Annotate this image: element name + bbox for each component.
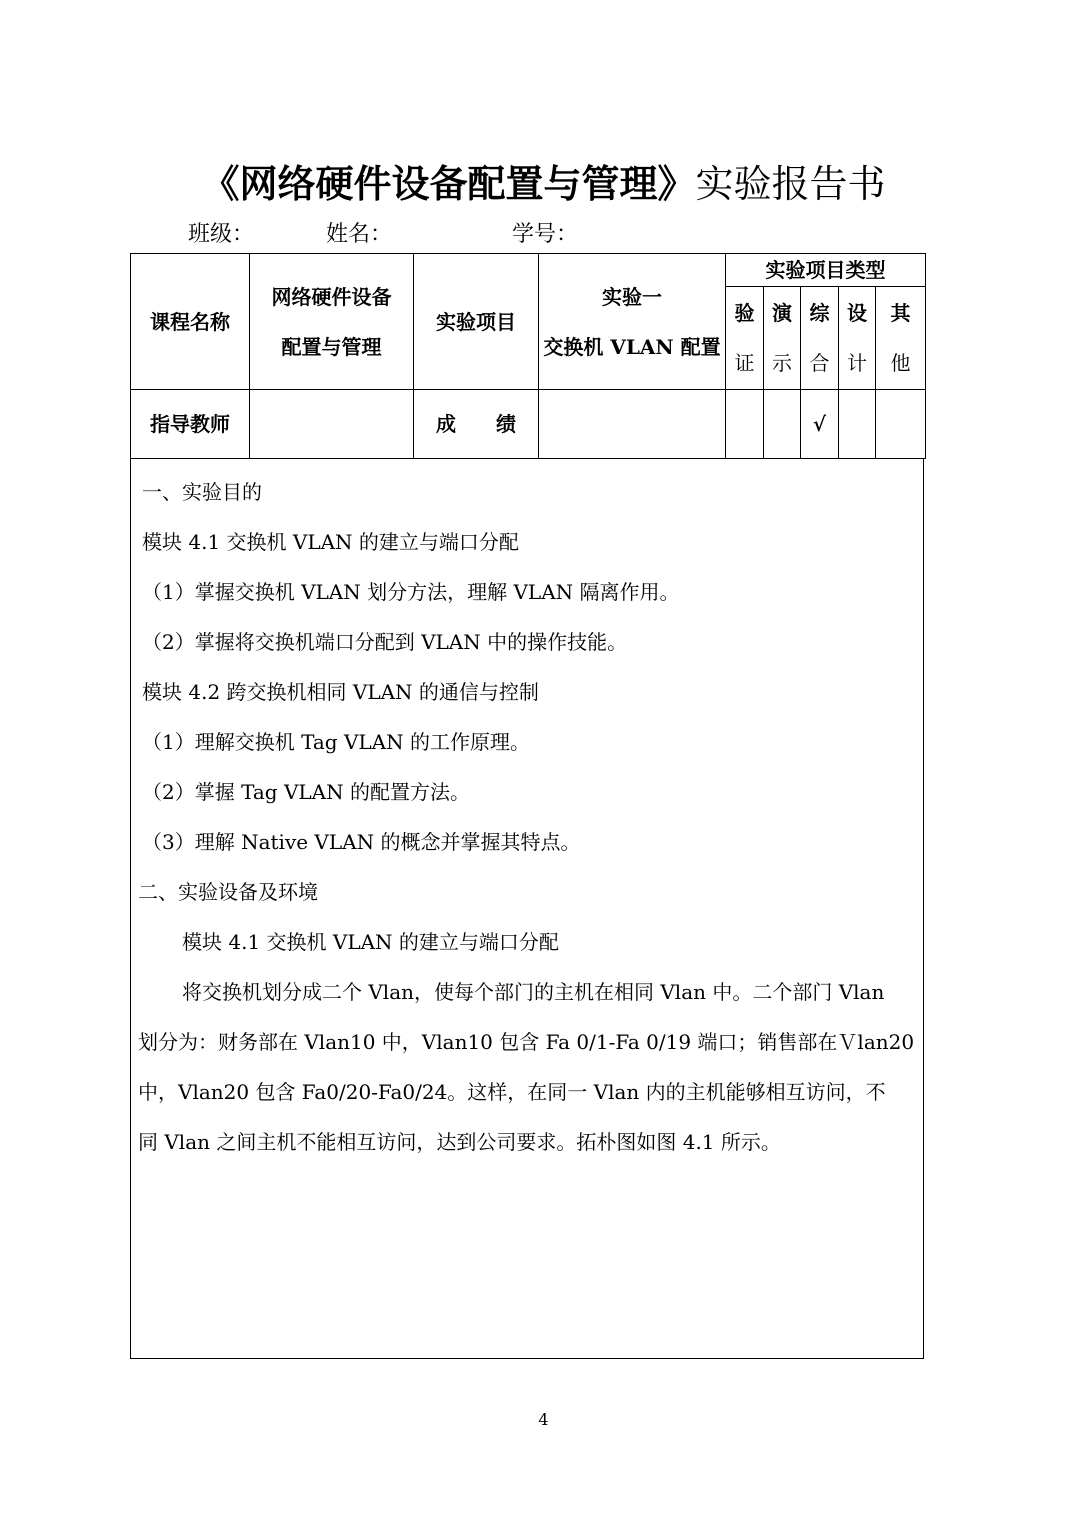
- module-4-2-heading: 模块 4.2 跨交换机相同 VLAN 的通信与控制: [142, 680, 539, 704]
- paragraph-line: 将交换机划分成二个 Vlan，使每个部门的主机在相同 Vlan 中。二个部门 Vlan: [182, 980, 885, 1004]
- course-name-value-line2: 配置与管理: [281, 334, 382, 359]
- type-comprehensive-top: 综: [809, 301, 830, 325]
- course-name-value: [250, 254, 414, 390]
- teacher-value: [250, 390, 414, 459]
- document-title: [0, 158, 1087, 210]
- type-design-bottom: 计: [847, 351, 867, 375]
- type-demo-bottom: 示: [772, 351, 792, 375]
- project-value-line1: 实验一: [602, 284, 662, 309]
- type-other-top: 其: [890, 301, 911, 325]
- type-demo-top: 演: [772, 301, 792, 325]
- type-design-top: 设: [847, 301, 867, 325]
- objective-line: （1）掌握交换机 VLAN 划分方法，理解 VLAN 隔离作用。: [142, 580, 680, 604]
- type-verify: [726, 287, 764, 390]
- type-demo: [764, 287, 801, 390]
- type-comprehensive: [801, 287, 839, 390]
- section-heading-environment: 二、实验设备及环境: [138, 880, 318, 904]
- module-4-1-heading: 模块 4.1 交换机 VLAN 的建立与端口分配: [142, 530, 519, 554]
- objective-line: （1）理解交换机 Tag VLAN 的工作原理。: [142, 730, 530, 754]
- objective-line: （2）掌握将交换机端口分配到 VLAN 中的操作技能。: [142, 630, 628, 654]
- paragraph-line: 中，Vlan20 包含 Fa0/20-Fa0/24。这样，在同一 Vlan 内的主机能够相互访问，不: [138, 1080, 886, 1104]
- type-other: [876, 287, 926, 390]
- other-check-cell: [876, 390, 926, 459]
- demo-check-cell: [764, 390, 801, 459]
- type-verify-bottom: 证: [734, 351, 755, 375]
- checkmark-icon: √: [812, 412, 827, 436]
- project-value: [539, 254, 726, 390]
- module-4-1-subheading: 模块 4.1 交换机 VLAN 的建立与端口分配: [182, 930, 559, 954]
- project-type-header: 实验项目类型: [726, 254, 926, 287]
- type-comprehensive-bottom: 合: [809, 351, 830, 375]
- project-label: 实验项目: [414, 254, 539, 390]
- paragraph-line: 同 Vlan 之间主机不能相互访问，达到公司要求。拓朴图如图 4.1 所示。: [138, 1130, 781, 1154]
- type-verify-top: 验: [734, 301, 755, 325]
- objective-line: （2）掌握 Tag VLAN 的配置方法。: [142, 780, 470, 804]
- design-check-cell: [839, 390, 876, 459]
- title-suffix: 实验报告书: [695, 162, 886, 206]
- paragraph-line: 划分为：财务部在 Vlan10 中，Vlan10 包含 Fa 0/1-Fa 0/19 端口；销售部在Ｖlan20: [138, 1030, 915, 1054]
- type-other-bottom: 他: [890, 351, 911, 375]
- grade-value: [539, 390, 726, 459]
- objective-line: （3）理解 Native VLAN 的概念并掌握其特点。: [142, 830, 581, 854]
- comprehensive-check-cell: [801, 390, 839, 459]
- section-heading-purpose: 一、实验目的: [142, 480, 262, 504]
- class-label: 班级：: [188, 222, 255, 247]
- verify-check-cell: [726, 390, 764, 459]
- header-table: [130, 253, 926, 459]
- name-label: 姓名：: [326, 222, 393, 247]
- grade-label: 成 绩: [414, 390, 539, 459]
- course-name-value-line1: 网络硬件设备: [271, 284, 392, 309]
- teacher-label: 指导教师: [131, 390, 250, 459]
- title-course-name: 《网络硬件设备配置与管理》: [201, 161, 696, 206]
- course-name-label: 课程名称: [131, 254, 250, 390]
- page-number: 4: [538, 1410, 549, 1429]
- type-design: [839, 287, 876, 390]
- student-id-label: 学号：: [512, 222, 579, 247]
- project-value-line2: 交换机 VLAN 配置: [543, 334, 721, 359]
